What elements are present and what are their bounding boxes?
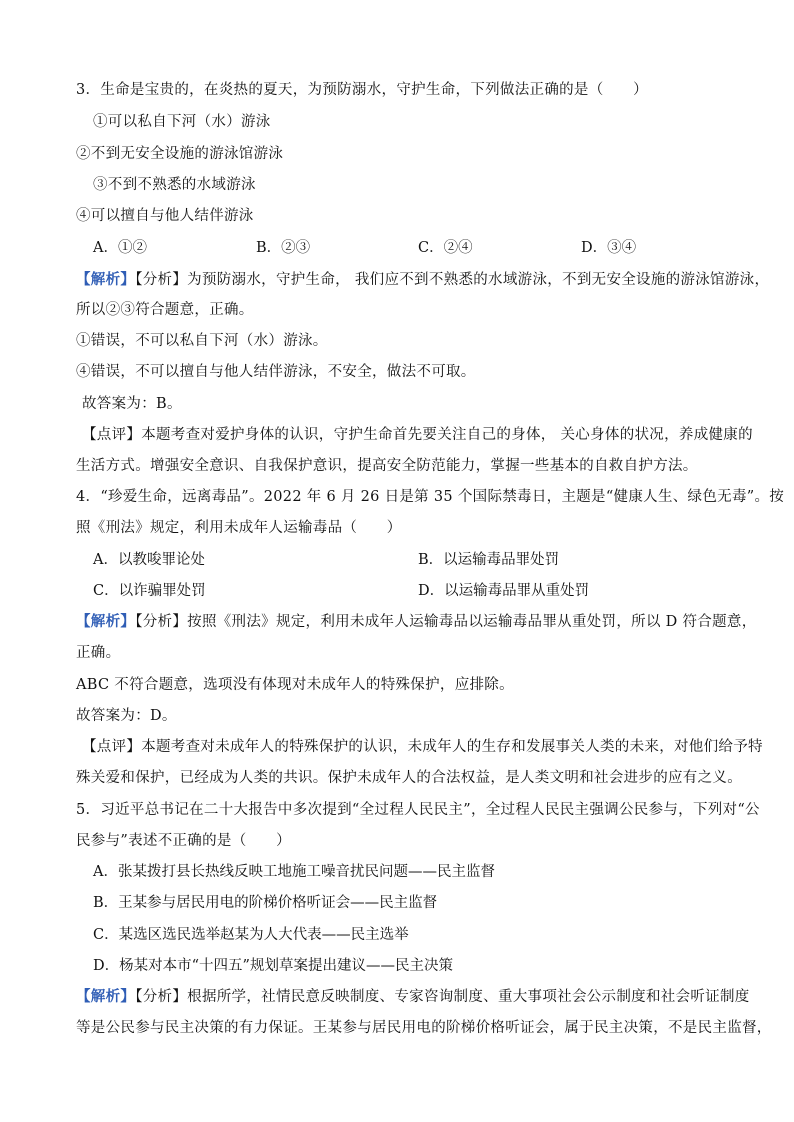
q4-analysis-line-1: 【解析】【分析】按照《刑法》规定，利用未成年人运输毒品以运输毒品罪从重处罚，所以 D 符合题意， xyxy=(76,613,757,630)
q4-analysis-line-2: 正确。 xyxy=(76,645,121,661)
q5-stem-line-2: 民参与”表述不正确的是（ ） xyxy=(76,833,291,849)
q3-analysis-line-3: ①错误，不可以私自下河（水）游泳。 xyxy=(76,333,328,349)
q3-statement-1: ①可以私自下河（水）游泳 xyxy=(93,114,271,130)
q4-stem-line-1: 4．“珍爱生命，远离毒品”。2022 年 6 月 26 日是第 35 个国际禁毒日，主题是“健康人生、绿色无毒”。按 xyxy=(76,489,785,505)
q4-comment-line-2: 殊关爱和保护，已经成为人类的共识。保护未成年人的合法权益，是人类文明和社会进步的应有之义。 xyxy=(76,770,742,786)
analysis-tag: 【解析】 xyxy=(76,271,136,288)
analysis-tag: 【解析】 xyxy=(76,988,136,1005)
q3-statement-4: ④可以擅自与他人结伴游泳 xyxy=(76,208,254,224)
q3-statement-2: ②不到无安全设施的游泳馆游泳 xyxy=(76,146,284,162)
q3-comment-line-2: 生活方式。增强安全意识、自我保护意识，提高安全防范能力，掌握一些基本的自救自护方法。 xyxy=(76,458,698,474)
q4-option-c: C．以诈骗罪处罚 xyxy=(93,583,206,599)
q5-analysis-line-2: 等是公民参与民主决策的有力保证。王某参与居民用电的阶梯价格听证会，属于民主决策，不是民主监督， xyxy=(76,1020,772,1036)
q5-stem-line-1: 5．习近平总书记在二十大报告中多次提到“全过程人民民主”，全过程人民民主强调公民参与，下列对“公 xyxy=(76,802,760,818)
q3-analysis-line-1: 【解析】【分析】为预防溺水，守护生命， 我们应不到不熟悉的水域游泳，不到无安全设施的游泳馆游泳， xyxy=(76,271,770,288)
q3-option-b: B．②③ xyxy=(256,240,311,256)
q4-option-d: D．以运输毒品罪从重处罚 xyxy=(418,583,590,599)
q5-option-a: A．张某拨打县长热线反映工地施工噪音扰民问题——民主监督 xyxy=(93,864,495,880)
q5-analysis-line-1: 【解析】【分析】根据所学，社情民意反映制度、专家咨询制度、重大事项社会公示制度和社会听证制度 xyxy=(76,988,750,1005)
q3-answer: 故答案为：B。 xyxy=(82,396,182,412)
q4-option-a: A．以教唆罪论处 xyxy=(93,552,205,568)
q5-option-c: C．某选区选民选举赵某为人大代表——民主选举 xyxy=(93,927,409,943)
q5-option-d: D．杨某对本市“十四五”规划草案提出建议——民主决策 xyxy=(93,958,453,974)
analysis-tag: 【解析】 xyxy=(76,613,136,630)
q3-option-d: D．③④ xyxy=(581,240,637,256)
q5-option-b: B．王某参与居民用电的阶梯价格听证会——民主监督 xyxy=(93,895,438,911)
q3-option-c: C．②④ xyxy=(418,240,473,256)
q4-stem-line-2: 照《刑法》规定，利用未成年人运输毒品（ ） xyxy=(76,520,402,536)
q3-analysis-line-4: ④错误，不可以擅自与他人结伴游泳，不安全，做法不可取。 xyxy=(76,364,476,380)
q3-option-a: A．①② xyxy=(93,240,147,256)
q3-stem: 3．生命是宝贵的，在炎热的夏天，为预防溺水，守护生命，下列做法正确的是（ ） xyxy=(76,82,648,98)
q3-comment-line-1: 【点评】本题考查对爱护身体的认识，守护生命首先要关注自己的身体， 关心身体的状况，养成健康的 xyxy=(82,427,753,443)
q3-statement-3: ③不到不熟悉的水域游泳 xyxy=(93,177,256,193)
q4-option-b: B．以运输毒品罪处罚 xyxy=(418,552,560,568)
q4-comment-line-1: 【点评】本题考查对未成年人的特殊保护的认识，未成年人的生存和发展事关人类的未来，对他们给予特 xyxy=(82,739,763,755)
q4-analysis-line-3: ABC 不符合题意，选项没有体现对未成年人的特殊保护，应排除。 xyxy=(76,677,514,693)
q4-answer: 故答案为：D。 xyxy=(76,708,177,724)
q3-analysis-line-2: 所以②③符合题意，正确。 xyxy=(76,302,254,318)
